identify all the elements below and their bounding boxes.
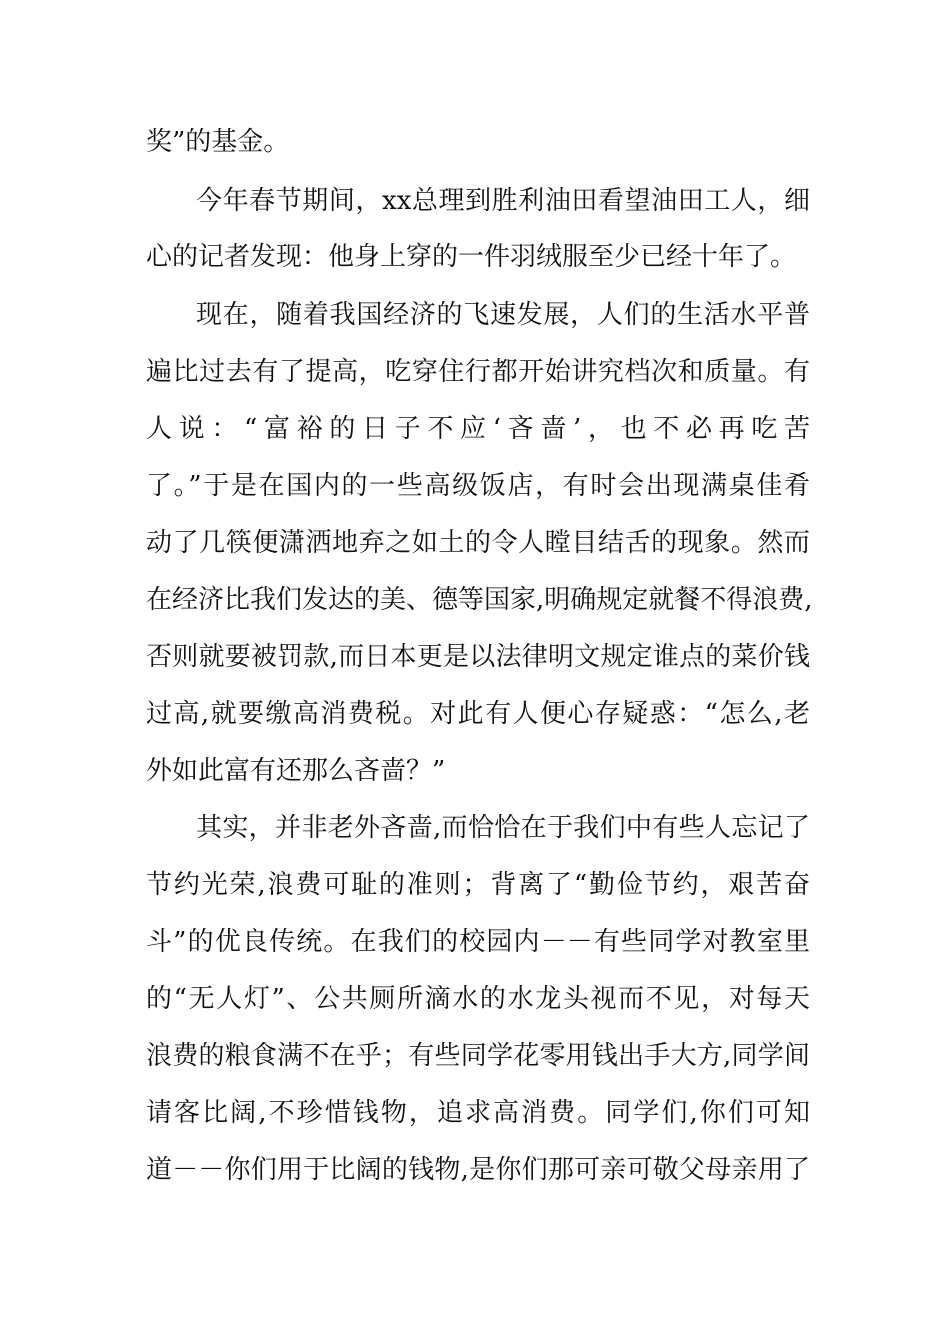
text-line: 奖”的基金。 [146, 127, 290, 157]
text-line: 道－－你们用于比阔的钱物,是你们那可亲可敬父母亲用了 [146, 1155, 810, 1185]
text-line: 的“无人灯”、公共厕所滴水的水龙头视而不见，对每天 [146, 984, 810, 1014]
text-line: 斗”的优良传统。在我们的校园内－－有些同学对教室里 [146, 927, 810, 957]
text-line: 人说：“富裕的日子不应‘吝啬’，也不必再吃苦 [146, 414, 810, 444]
text-line: 了。”于是在国内的一些高级饭店，有时会出现满桌佳肴 [146, 471, 810, 501]
text-line: 节约光荣,浪费可耻的准则；背离了“勤俭节约，艰苦奋 [146, 870, 810, 900]
paragraph-first-line: 现在，随着我国经济的飞速发展，人们的生活水平普 [196, 300, 810, 330]
text-line: 在经济比我们发达的美、德等国家,明确规定就餐不得浪费, [146, 585, 813, 615]
text-line: 动了几筷便潇洒地弃之如土的令人瞠目结舌的现象。然而 [146, 528, 810, 558]
text-line: 过高,就要缴高消费税。对此有人便心存疑惑：“怎么,老 [146, 699, 810, 729]
text-line: 否则就要被罚款,而日本更是以法律明文规定谁点的菜价钱 [146, 642, 810, 672]
text-line: 遍比过去有了提高，吃穿住行都开始讲究档次和质量。有 [146, 357, 810, 387]
text-line: 心的记者发现：他身上穿的一件羽绒服至少已经十年了。 [146, 242, 797, 272]
paragraph-first-line: 其实，并非老外吝啬,而恰恰在于我们中有些人忘记了 [196, 813, 810, 843]
text-line: 外如此富有还那么吝啬？” [146, 756, 446, 786]
text-line: 浪费的粮食满不在乎；有些同学花零用钱出手大方,同学间 [146, 1041, 810, 1071]
paragraph-first-line: 今年春节期间，xx总理到胜利油田看望油田工人，细 [196, 186, 810, 216]
text-line: 请客比阔,不珍惜钱物，追求高消费。同学们,你们可知 [146, 1098, 810, 1128]
